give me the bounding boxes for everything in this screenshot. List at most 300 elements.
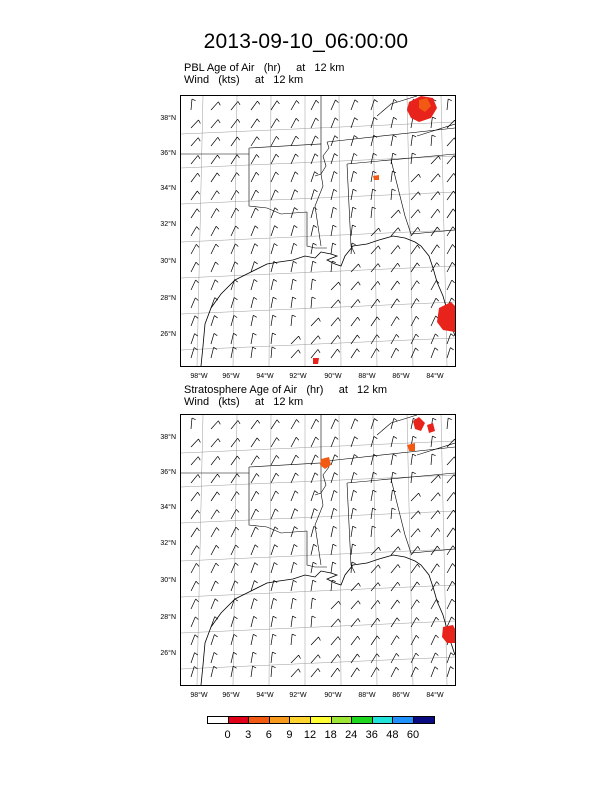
wind-barb-shaft — [211, 563, 216, 573]
wind-barb-shaft — [291, 419, 297, 429]
map-canvas-stratosphere — [181, 415, 455, 685]
wind-barb-shaft — [331, 154, 334, 164]
wind-barb-flag — [257, 473, 260, 476]
page-title: 2013-09-10_06:00:00 — [203, 30, 409, 53]
wind-barb-flag — [398, 582, 400, 585]
wind-barb-flag — [354, 472, 357, 474]
wind-barb-shaft — [211, 280, 215, 290]
wind-barb-flag — [352, 243, 356, 245]
wind-barb-shaft — [291, 261, 293, 272]
wind-barb-flag — [379, 228, 381, 232]
wind-barb-flag — [335, 437, 338, 440]
wind-barb-flag — [437, 263, 440, 266]
wind-barb-flag — [419, 174, 421, 178]
wind-barb-shaft — [211, 191, 217, 200]
wind-barb-shaft — [191, 653, 195, 663]
wind-barb-shaft — [431, 667, 435, 677]
wind-barb-flag — [273, 297, 276, 299]
wind-barb-flag — [236, 545, 239, 548]
wind-barb-shaft — [251, 598, 254, 609]
wind-barb-flag — [397, 299, 399, 302]
wind-barb-flag — [293, 616, 297, 618]
wind-barb-shaft — [191, 298, 195, 308]
wind-barb-shaft — [191, 528, 197, 537]
colorbar-swatch — [392, 716, 414, 724]
wind-barb-shaft — [211, 298, 215, 308]
wind-barb-flag — [396, 334, 399, 337]
wind-barb-shaft — [351, 490, 353, 501]
wind-barb-shaft — [211, 226, 216, 236]
wind-barb-shaft — [311, 526, 314, 537]
wind-barb-shaft — [211, 262, 215, 272]
wind-barb-flag — [335, 118, 338, 121]
lat-label: 34°N — [160, 185, 176, 192]
wind-barb-flag — [237, 155, 239, 158]
wind-barb-shaft — [391, 171, 392, 182]
wind-barb-flag — [275, 208, 278, 211]
wind-barb-shaft — [331, 526, 333, 537]
wind-barb-flag — [257, 456, 260, 459]
graticule-line — [197, 415, 203, 685]
wind-barb-shaft — [211, 666, 214, 677]
wind-barb-flag — [316, 118, 319, 121]
wind-barb-flag — [374, 419, 377, 421]
wind-barb-shaft — [211, 652, 214, 663]
wind-barb-flag — [195, 298, 198, 301]
wind-barb-shaft — [271, 616, 273, 627]
wind-barb-shaft — [311, 318, 319, 326]
wind-barb-flag — [313, 225, 316, 227]
wind-barb-shaft — [411, 529, 418, 537]
wind-barb-flag — [214, 316, 217, 318]
wind-barb-shaft — [191, 635, 195, 645]
wind-barb-flag — [412, 472, 416, 474]
wind-barb-shaft — [291, 437, 296, 447]
wind-barb-shaft — [211, 439, 218, 447]
wind-barb-shaft — [331, 189, 334, 200]
wind-barb-shaft — [371, 246, 378, 254]
wind-barb-shaft — [271, 455, 276, 465]
wind-barb-shaft — [371, 264, 378, 272]
wind-barb-shaft — [191, 138, 198, 146]
wind-barb-shaft — [371, 281, 378, 290]
wind-barb-flag — [396, 348, 399, 351]
wind-barb-flag — [196, 262, 199, 265]
lon-label: 98°W — [190, 373, 208, 380]
wind-barb-shaft — [191, 334, 195, 344]
wind-barb-flag — [417, 564, 419, 567]
wind-barb-shaft — [371, 419, 374, 429]
wind-barb-flag — [297, 419, 300, 422]
lat-label: 26°N — [160, 331, 176, 338]
wind-barb-shaft — [291, 580, 293, 591]
wind-barb-flag — [315, 154, 318, 157]
colorbar-label: 12 — [303, 729, 317, 741]
colorbar-label: 6 — [265, 729, 272, 741]
colorbar-swatch — [207, 716, 229, 724]
wind-barb-flag — [295, 154, 298, 157]
wind-barb-shaft — [447, 418, 448, 429]
wind-barb-flag — [236, 509, 239, 512]
state-boundary — [181, 148, 249, 154]
wind-barb-flag — [293, 580, 296, 582]
wind-barb-flag — [215, 599, 218, 602]
wind-barb-shaft — [331, 136, 335, 146]
wind-barb-shaft — [391, 228, 398, 236]
wind-barb-flag — [196, 280, 199, 283]
wind-barb-flag — [334, 508, 337, 510]
wind-barb-flag — [273, 598, 276, 600]
wind-barb-shaft — [271, 491, 276, 501]
wind-barb-shaft — [211, 617, 215, 627]
wind-barb-shaft — [311, 207, 314, 218]
wind-barb-shaft — [331, 437, 335, 447]
wind-barb-flag — [199, 120, 201, 124]
wind-barb-flag — [397, 281, 399, 284]
state-boundary — [391, 479, 455, 553]
wind-barb-shaft — [371, 299, 377, 308]
wind-barb-shaft — [291, 154, 295, 164]
wind-barb-shaft — [311, 562, 313, 573]
wind-barb-flag — [255, 226, 258, 229]
wind-barb-flag — [378, 264, 380, 267]
wind-barb-flag — [354, 135, 357, 137]
wind-barb-shaft — [351, 100, 355, 110]
wind-barb-shaft — [251, 208, 255, 218]
wind-barb-shaft — [211, 545, 216, 555]
wind-barb-flag — [334, 154, 337, 156]
wind-barb-flag — [257, 119, 259, 122]
state-boundary — [321, 142, 329, 174]
age-of-air-plume — [427, 423, 435, 433]
wind-barb-shaft — [271, 208, 275, 218]
wind-barb-shaft — [391, 667, 396, 677]
colorbar-label: 18 — [324, 729, 337, 741]
panel2-level: at 12 km — [338, 384, 387, 396]
wind-barb-shaft — [447, 209, 453, 218]
wind-barb-flag — [233, 333, 236, 335]
wind-barb-shaft — [271, 119, 277, 128]
wind-barb-shaft — [391, 263, 398, 272]
wind-barb-shaft — [447, 173, 454, 182]
wind-barb-flag — [398, 263, 400, 266]
wind-barb-shaft — [447, 653, 451, 663]
wind-barb-flag — [294, 225, 297, 227]
wind-barb-flag — [234, 634, 237, 636]
lon-label: 88°W — [358, 692, 376, 699]
wind-barb-flag — [352, 225, 356, 227]
wind-barb-shaft — [191, 666, 194, 677]
wind-barb-flag — [218, 102, 220, 105]
wind-barb-shaft — [371, 171, 373, 182]
lat-label: 38°N — [160, 434, 176, 441]
wind-barb-flag — [437, 546, 439, 549]
wind-barb-shaft — [391, 348, 396, 358]
wind-barb-flag — [353, 207, 357, 209]
wind-barb-flag — [293, 598, 297, 600]
wind-barb-shaft — [351, 153, 354, 164]
wind-barb-flag — [195, 316, 198, 319]
wind-barb-flag — [437, 227, 439, 230]
wind-barb-flag — [353, 508, 356, 510]
panel1-wind-units: (kts) — [218, 74, 240, 86]
wind-barb-flag — [296, 437, 299, 440]
wind-barb-shaft — [447, 492, 454, 501]
lat-label: 38°N — [160, 115, 176, 122]
wind-barb-flag — [377, 299, 379, 302]
wind-barb-shaft — [331, 318, 338, 326]
wind-barb-shaft — [291, 562, 294, 573]
wind-barb-shaft — [291, 279, 293, 290]
wind-barb-flag — [253, 634, 256, 636]
wind-barb-shaft — [411, 617, 417, 627]
state-boundary — [249, 463, 321, 495]
wind-barb-flag — [394, 99, 397, 101]
wind-barb-shaft — [411, 245, 417, 254]
wind-barb-flag — [417, 245, 419, 248]
panel1-level: at 12 km — [296, 62, 345, 74]
wind-barb-shaft — [311, 225, 313, 236]
lon-label: 96°W — [222, 373, 240, 380]
wind-barb-shaft — [291, 118, 296, 128]
wind-barb-flag — [235, 280, 238, 282]
colorbar-swatch — [331, 716, 353, 724]
wind-barb-shaft — [191, 599, 196, 609]
wind-barb-shaft — [211, 316, 214, 326]
graticule-line — [181, 302, 455, 314]
wind-barb-flag — [437, 564, 439, 567]
wind-barb-shaft — [271, 509, 275, 519]
wind-barb-flag — [433, 418, 437, 420]
wind-barb-shaft — [371, 472, 373, 483]
wind-barb-flag — [272, 347, 276, 349]
wind-barb-flag — [255, 527, 258, 530]
wind-barb-flag — [451, 617, 454, 620]
wind-barb-flag — [197, 510, 199, 513]
wind-barb-shaft — [351, 264, 359, 272]
wind-barb-shaft — [391, 334, 396, 344]
wind-barb-shaft — [311, 655, 318, 663]
wind-barb-shaft — [211, 599, 215, 609]
wind-barb-shaft — [351, 472, 354, 483]
wind-barb-flag — [378, 281, 380, 284]
wind-barb-flag — [237, 456, 239, 459]
wind-barb-flag — [272, 666, 276, 668]
wind-barb-flag — [236, 527, 239, 530]
wind-barb-shaft — [311, 172, 315, 182]
wind-barb-flag — [273, 279, 276, 281]
wind-barb-flag — [334, 490, 337, 492]
wind-barb-flag — [292, 634, 296, 636]
graticule-line — [197, 96, 203, 366]
wind-barb-flag — [274, 243, 277, 245]
colorbar-label: 48 — [386, 729, 399, 741]
wind-barb-shaft — [291, 655, 299, 663]
graticule-line — [269, 415, 271, 685]
wind-barb-flag — [215, 262, 218, 265]
wind-barb-flag — [238, 101, 240, 104]
wind-barb-flag — [417, 617, 420, 620]
wind-barb-flag — [296, 455, 299, 458]
wind-barb-shaft — [351, 636, 358, 645]
wind-barb-shaft — [391, 436, 393, 447]
wind-barb-flag — [393, 436, 396, 438]
wind-barb-shaft — [251, 333, 253, 344]
wind-barb-shaft — [291, 136, 296, 146]
wind-barb-shaft — [251, 347, 253, 358]
wind-barb-flag — [451, 334, 454, 337]
wind-barb-shaft — [371, 100, 374, 110]
wind-barb-flag — [273, 616, 276, 618]
wind-barb-shaft — [251, 172, 256, 182]
wind-barb-flag — [297, 100, 300, 103]
wind-barb-flag — [316, 100, 319, 103]
wind-barb-shaft — [331, 490, 334, 501]
wind-barb-flag — [373, 171, 377, 173]
wind-barb-shaft — [211, 347, 214, 358]
wind-barb-shaft — [411, 454, 413, 465]
wind-barb-shaft — [351, 668, 357, 677]
wind-barb-shaft — [271, 136, 276, 146]
wind-barb-shaft — [447, 457, 454, 465]
wind-barb-flag — [299, 655, 301, 659]
wind-barb-flag — [235, 262, 238, 265]
wind-barb-flag — [355, 118, 358, 120]
coastline — [201, 236, 455, 366]
wind-barb-flag — [334, 171, 337, 173]
panel1-wind: Wind — [184, 74, 210, 86]
wind-barb-shaft — [331, 637, 338, 645]
wind-barb-flag — [436, 298, 439, 301]
wind-barb-flag — [357, 335, 359, 338]
wind-barb-flag — [432, 454, 436, 456]
wind-barb-flag — [355, 100, 358, 103]
wind-barb-shaft — [191, 191, 197, 200]
wind-barb-flag — [438, 510, 440, 513]
wind-barb-flag — [355, 419, 358, 422]
wind-barb-flag — [217, 155, 219, 158]
wind-barb-shaft — [447, 334, 451, 344]
colorbar-label: 60 — [406, 729, 420, 741]
wind-barb-shaft — [291, 172, 295, 182]
wind-barb-flag — [335, 136, 338, 139]
wind-barb-shaft — [191, 347, 194, 358]
lon-label: 86°W — [392, 692, 410, 699]
wind-barb-shaft — [291, 473, 295, 483]
wind-barb-flag — [359, 264, 361, 268]
state-boundary — [249, 144, 321, 176]
wind-barb-flag — [296, 136, 299, 139]
wind-barb-flag — [272, 652, 276, 654]
wind-barb-shaft — [211, 492, 217, 501]
wind-barb-flag — [438, 191, 440, 194]
wind-barb-shaft — [271, 101, 277, 110]
wind-barb-flag — [294, 544, 297, 546]
wind-barb-flag — [216, 545, 219, 548]
panel2-wind-units: (kts) — [218, 396, 240, 408]
wind-barb-shaft — [191, 262, 196, 272]
state-boundary — [315, 493, 323, 565]
wind-barb-flag — [295, 491, 298, 494]
wind-barb-shaft — [251, 456, 257, 465]
wind-barb-shaft — [211, 137, 218, 146]
wind-barb-flag — [334, 189, 337, 191]
wind-barb-shaft — [447, 262, 452, 272]
wind-barb-flag — [253, 333, 257, 335]
wind-barb-flag — [293, 297, 297, 299]
wind-barb-flag — [318, 336, 320, 339]
wind-barb-flag — [450, 348, 453, 350]
wind-barb-flag — [393, 454, 396, 456]
wind-barb-flag — [276, 473, 279, 476]
wind-barb-flag — [216, 563, 219, 566]
wind-barb-shaft — [271, 226, 275, 236]
wind-barb-shaft — [191, 99, 192, 110]
wind-barb-shaft — [251, 279, 254, 290]
wind-barb-shaft — [351, 618, 358, 627]
wind-barb-shaft — [251, 652, 253, 663]
wind-barb-shaft — [391, 317, 397, 326]
wind-barb-shaft — [371, 335, 377, 344]
wind-barb-flag — [413, 135, 417, 137]
age-of-air-plume — [313, 358, 319, 364]
wind-barb-flag — [274, 562, 277, 564]
wind-barb-flag — [333, 225, 337, 227]
wind-barb-flag — [417, 281, 420, 284]
wind-barb-flag — [215, 280, 218, 283]
wind-barb-shaft — [351, 317, 358, 326]
lon-label: 96°W — [222, 692, 240, 699]
wind-barb-flag — [435, 653, 438, 656]
wind-barb-flag — [319, 637, 321, 641]
wind-barb-shaft — [447, 546, 453, 555]
wind-barb-shaft — [331, 668, 337, 677]
wind-barb-flag — [359, 583, 361, 587]
wind-barb-shaft — [291, 598, 293, 609]
wind-barb-shaft — [371, 583, 378, 591]
wind-barb-flag — [338, 619, 340, 622]
graticule-line — [181, 657, 455, 669]
wind-barb-flag — [195, 635, 198, 638]
wind-barb-flag — [452, 280, 455, 283]
wind-barb-flag — [313, 562, 316, 564]
wind-barb-flag — [454, 492, 455, 495]
state-boundary — [347, 483, 355, 573]
wind-barb-flag — [357, 668, 359, 671]
wind-barb-flag — [435, 334, 438, 337]
wind-barb-flag — [293, 261, 296, 263]
wind-barb-shaft — [271, 652, 272, 663]
wind-barb-shaft — [411, 298, 417, 308]
wind-barb-shaft — [311, 616, 312, 627]
wind-barb-shaft — [291, 455, 296, 465]
graticule-line — [181, 338, 455, 350]
wind-barb-flag — [453, 191, 455, 194]
wind-barb-flag — [454, 138, 455, 141]
wind-barb-shaft — [291, 544, 294, 555]
map-panel-pbl — [180, 95, 456, 367]
wind-barb-shaft — [271, 473, 276, 483]
wind-barb-shaft — [371, 565, 378, 573]
wind-barb-shaft — [411, 210, 418, 218]
wind-barb-flag — [197, 546, 200, 549]
wind-barb-flag — [398, 564, 400, 567]
graticule-line — [339, 96, 341, 366]
panel1-field: PBL Age of Air — [184, 62, 255, 74]
wind-barb-shaft — [311, 261, 313, 272]
wind-barb-flag — [437, 582, 440, 585]
wind-barb-flag — [378, 565, 380, 568]
